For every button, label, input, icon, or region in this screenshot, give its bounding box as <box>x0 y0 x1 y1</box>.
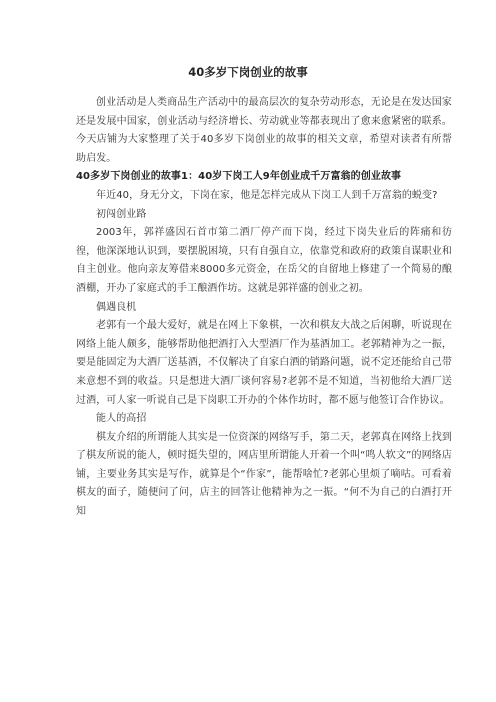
document-title: 40多岁下岗创业的故事 <box>188 65 308 79</box>
body-paragraph: 创业活动是人类商品生产活动中的最高层次的复杂劳动形态，无论是在发达国家还是发展中国家，创业活动与经济增长、劳动就业等都表现出了愈来愈紧密的联系。今天店铺为大家整理了关于40多岁下岗创业的故事的相关文章，希望对读者有所帮助启发。 <box>76 97 452 164</box>
subsection-heading: 偶遇良机 <box>96 301 137 313</box>
body-paragraph: 棋友介绍的所谓能人其实是一位资深的网络写手，第二天，老郭真在网络上找到了棋友所说的能人，顿时挺失望的，网店里所谓能人开着一个叫“鸣人软文”的网络店铺，主要业务其实是写作，就算是个“作家”，能帮啥忙?老郭心里烦了嘀咕。可看着棋友的面子，随便问了问，店主的回答让他精神为之一振。“何不为自己的白酒打开知 <box>76 431 452 518</box>
body-paragraph: 老郭有一个最大爱好，就是在网上下象棋，一次和棋友大战之后闲聊，听说现在网络上能人颇多，能够帮助他把酒打入大型酒厂作为基酒加工。老郭精神为之一振，要是能固定为大酒厂送基酒，不仅解决了自家白酒的销路问题，说不定还能给自己带来意想不到的收益。只是想进大酒厂谈何容易?老郭不是不知道，当初他给大酒厂送过酒，可人家一听说自己是下岗职工开办的个体作坊时，都不愿与他签订合作协议。 <box>76 320 452 406</box>
body-paragraph: 年近40，身无分文，下岗在家，他是怎样完成从下岗工人到千万富翁的蜕变? <box>96 189 438 201</box>
subsection-heading: 初闯创业路 <box>96 208 147 220</box>
subsection-heading: 能人的高招 <box>96 413 147 425</box>
document-body <box>76 94 452 522</box>
section-heading: 40多岁下岗创业的故事1：40岁下岗工人9年创业成千万富翁的创业故事 <box>76 171 402 183</box>
body-paragraph: 2003年，郭祥盛因石首市第二酒厂停产而下岗，经过下岗失业后的阵痛和彷徨，他深深地认识到，要摆脱困境，只有自强自立，依靠党和政府的政策自谋职业和自主创业。他向亲友筹借来8000多元资金，在岳父的自留地上修建了一个简易的酿酒棚，开办了家庭式的手工酿酒作坊。这就是郭祥盛的创业之初。 <box>76 227 452 294</box>
